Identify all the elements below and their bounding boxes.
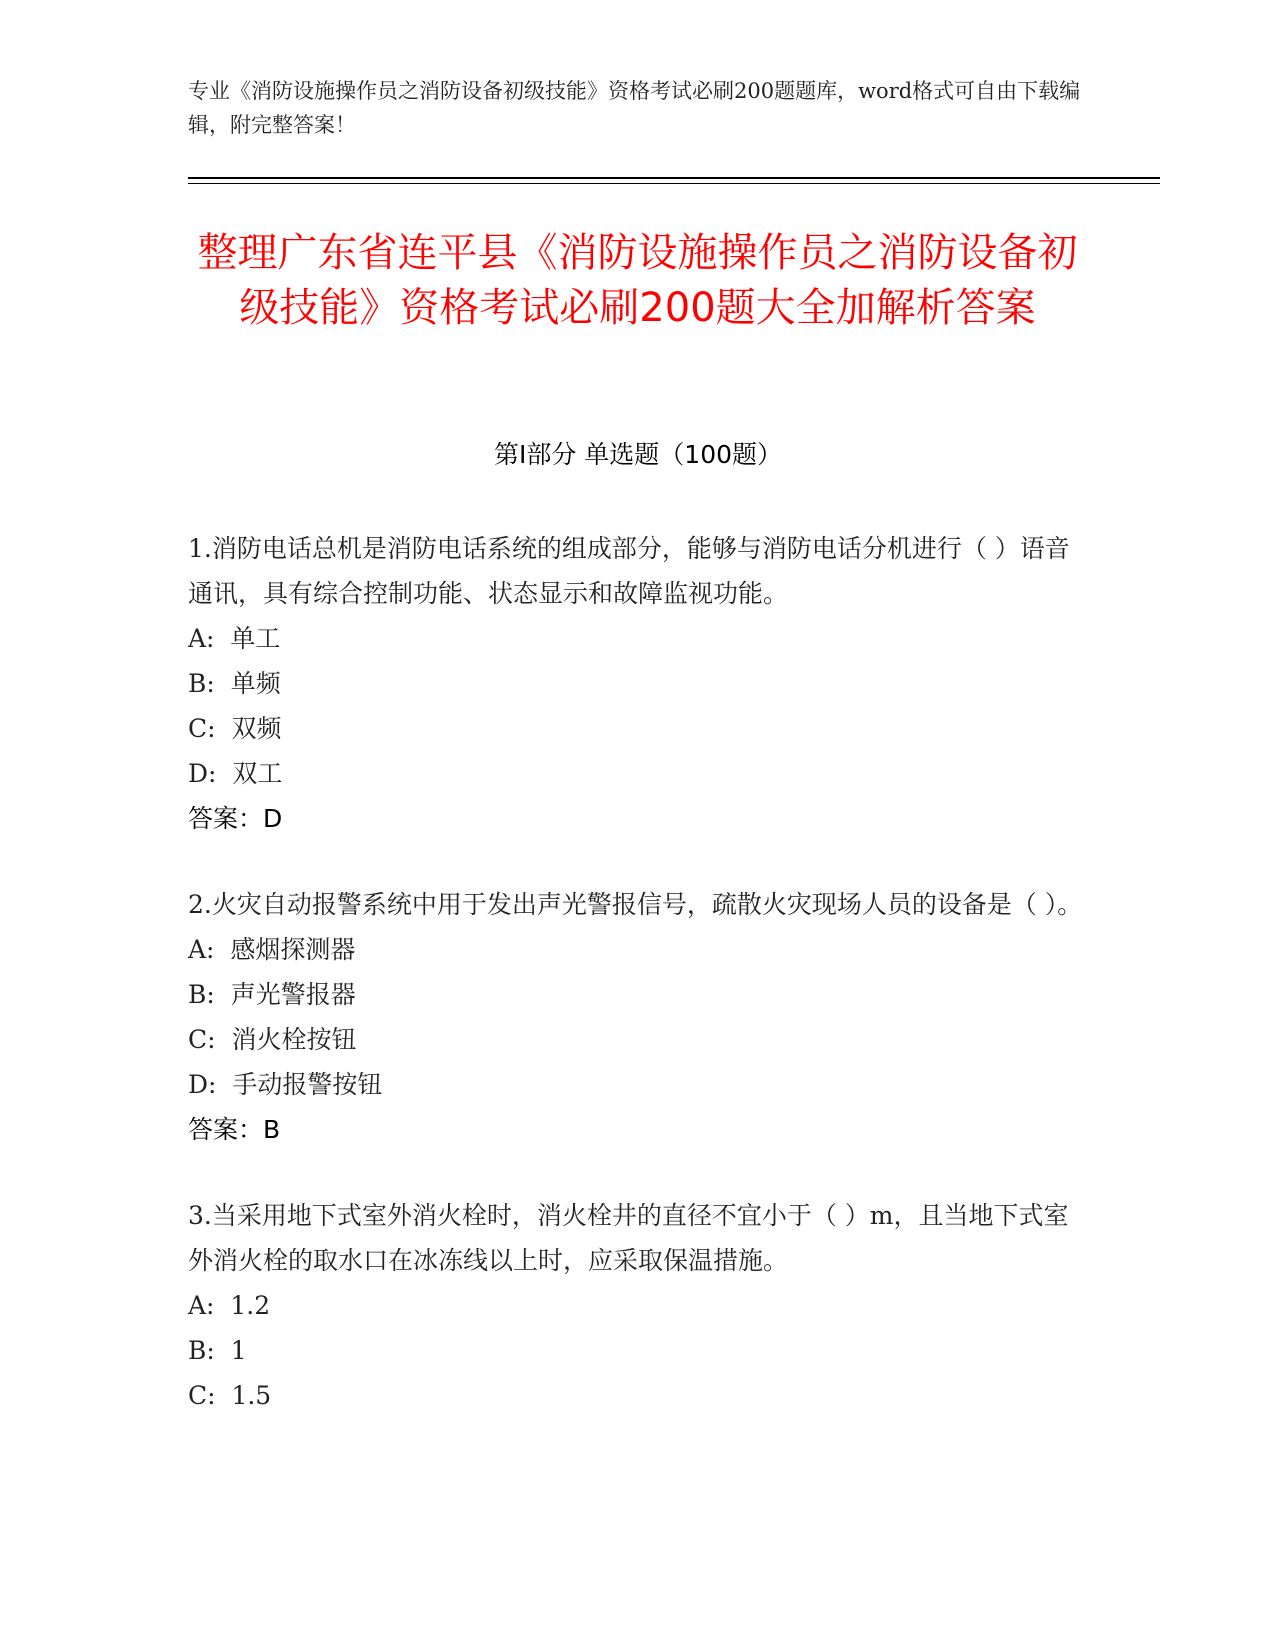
question-stem: 3.当采用地下式室外消火栓时，消火栓井的直径不宜小于（ ）m，且当地下式室外消火栓的取水口在冰冻线以上时，应采取保温措施。 xyxy=(188,1201,1069,1275)
option-d: D: 手动报警按钮 xyxy=(188,1070,383,1099)
header-note: 专业《消防设施操作员之消防设备初级技能》资格考试必刷200题题库，word格式可自由下载编辑，附完整答案！ xyxy=(188,79,1081,137)
question-stem: 2.火灾自动报警系统中用于发出声光警报信号，疏散火灾现场人员的设备是（ ）。 xyxy=(188,890,1083,919)
option-c: C: 消火栓按钮 xyxy=(188,1025,357,1054)
header-divider-thin xyxy=(188,183,1160,184)
section-heading: 第Ⅰ部分 单选题（100题） xyxy=(493,440,783,469)
option-a: A: 1.2 xyxy=(188,1291,271,1320)
question-1 xyxy=(188,526,1088,841)
question-list xyxy=(188,526,1088,1459)
option-a: A: 感烟探测器 xyxy=(188,935,356,964)
option-a: A: 单工 xyxy=(188,624,281,653)
header-divider-thick xyxy=(188,177,1160,179)
option-d: D: 双工 xyxy=(188,759,283,788)
option-b: B: 声光警报器 xyxy=(188,980,356,1009)
question-2 xyxy=(188,882,1088,1152)
answer-line: 答案：B xyxy=(188,1115,281,1144)
question-stem: 1.消防电话总机是消防电话系统的组成部分，能够与消防电话分机进行（ ）语音通讯，具有综合控制功能、状态显示和故障监视功能。 xyxy=(188,534,1070,608)
document-title: 整理广东省连平县《消防设施操作员之消防设备初级技能》资格考试必刷200题大全加解析答案 xyxy=(197,230,1078,331)
answer-line: 答案：D xyxy=(188,804,283,833)
question-3 xyxy=(188,1193,1088,1418)
option-b: B: 单频 xyxy=(188,669,281,698)
option-c: C: 双频 xyxy=(188,714,282,743)
option-c: C: 1.5 xyxy=(188,1381,272,1410)
option-b: B: 1 xyxy=(188,1336,247,1365)
